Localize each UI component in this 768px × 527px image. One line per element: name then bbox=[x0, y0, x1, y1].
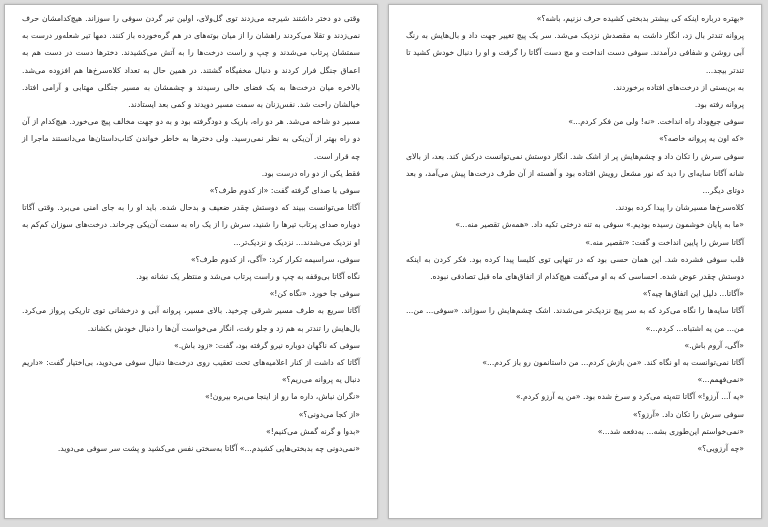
paragraph: قلب سوفی فشرده شد. این همان حسی بود که در تنهایی توی کلیسا پیدا کرده بود. فکر کردن به اینکه دوستش چقدر عوض شده. احساسی که به او می‌گفت هیچ‌کدام از اتفاق‌های ماه قبل تصادفی نبوده. bbox=[406, 254, 744, 282]
paragraph: «بدوا و گرنه گمش می‌کنیم!» bbox=[265, 426, 360, 436]
paragraph: «از کجا می‌دونی؟» bbox=[298, 409, 360, 419]
paragraph: «آگی، آروم باش.» bbox=[684, 340, 744, 350]
paragraph: سوفی، سراسیمه تکرار کرد: «آگی، از کدوم طرف؟» bbox=[190, 254, 360, 264]
paragraph: سوفی سرش را تکان داد و چشم‌هایش پر از اشک شد. انگار دوستش نمی‌توانست درکش کند. بعد، از بالای شانه آگاتا سایه‌ای را دید که نور مشعل رویش افتاده بود و آهسته از آن طرف درخت‌ها پیش می‌آمد، و بعد دوتای دیگر... bbox=[406, 151, 744, 196]
paragraph: پروانه تندتر بال زد، انگار داشت به مقصدش نزدیک می‌شد. سر یک پیچ تغییر جهت داد و بال‌هایش به رنگ آبی روشن و شفافی درآمدند. سوفی دست انداخت و مچ دست آگاتا را گرفت و او را دنبال خودش کشید تا تندتر بیجد... bbox=[406, 31, 744, 75]
paragraph: آگاتا سریع به طرف مسیر شرقی چرخید. بالای مسیر، پروانه آبی و درخشانی توی تاریکی پرواز می‌کرد. بال‌هایش را تندتر به هم زد و جلو رفت، انگار می‌خواست آن‌ها را دنبال خودش بکشاند. bbox=[22, 306, 360, 333]
paragraph: نگاه آگاتا بی‌وقفه به چپ و راست پرتاب می‌شد و منتظر یک نشانه بود. bbox=[136, 272, 360, 282]
paragraph: سوفی جیغ‌وداد راه انداخت. «نه! ولی من فکر کردم...» bbox=[568, 117, 744, 127]
paragraph: فقط یکی از دو راه درست بود. bbox=[261, 168, 360, 178]
paragraph: سوفی سرش را تکان داد. «آرزو؟» bbox=[632, 409, 744, 419]
paragraph: کلاه‌سرخ‌ها مسیرشان را پیدا کرده بودند. bbox=[615, 203, 744, 213]
paragraph: «که اون یه پروانه خاصه؟» bbox=[658, 134, 744, 144]
paragraph: آگاتا که داشت از کنار اعلامیه‌های تحت تعقیب روی درخت‌ها دنبال سوفی می‌دوید، بی‌اختیار گفت: «داریم دنبال یه پروانه می‌ریم؟» bbox=[22, 358, 360, 385]
paragraph: پروانه رفته بود. bbox=[694, 100, 744, 110]
paragraph: سوفی با صدای گرفته گفت: «از کدوم طرف؟» bbox=[209, 186, 360, 196]
paragraph: سوفی که ناگهان دوباره نیرو گرفته بود، گفت: «زود باش.» bbox=[174, 340, 360, 350]
paragraph: «نگران نباش، داره ما رو از اینجا می‌بره بیرون!» bbox=[204, 392, 360, 402]
paragraph: مسیر دو شاخه می‌شد. هر دو راه، باریک و دودگرفته بود و به دو جهت مخالف پیچ می‌خورد. هیچ‌کدام از آن دو راه بهتر از آن‌یکی به نظر نمی‌رسید. ولی دخترها به خاطر خواندن کتاب‌داستان‌ها می‌دانستند ماجرا از چه قرار است. bbox=[22, 117, 360, 161]
paragraph: «یه آ... آرزو!» آگاتا تته‌پته می‌کرد و سرخ شده بود. «من یه آرزو کردم.» bbox=[515, 392, 744, 402]
paragraph: «نمی‌دونی چه بدبختی‌هایی کشیدم...» آگاتا به‌سختی نفس می‌کشید و پشت سر سوفی می‌دوید. bbox=[57, 444, 360, 454]
paragraph: «آگاتا... دلیل این اتفاق‌ها چیه؟» bbox=[642, 289, 744, 299]
paragraph: آگاتا سایه‌ها را نگاه می‌کرد که به سر پیچ نزدیک‌تر می‌شدند. اشک چشم‌هایش را سوزاند. «سوفی... من... من... من یه اشتباه... کردم...» bbox=[406, 306, 744, 333]
paragraph: «ما به پایان خوشمون رسیده بودیم.» سوفی به تنه درختی تکیه داد. «همه‌ش تقصیر منه...» bbox=[455, 220, 744, 230]
paragraph: به بن‌بستی از درخت‌های افتاده برخوردند. bbox=[613, 82, 744, 92]
book-page-left bbox=[4, 4, 378, 519]
book-page-right bbox=[388, 4, 762, 519]
paragraph: «چه آرزویی؟» bbox=[697, 444, 744, 454]
paragraph: آگاتا سرش را پایین انداخت و گفت: «تقصیر منه.» bbox=[585, 237, 744, 247]
paragraph: «نمی‌فهمم...» bbox=[697, 375, 744, 385]
paragraph: «بهتره درباره اینکه کی بیشتر بدبختی کشیده حرف نزنیم، باشه؟» bbox=[536, 14, 744, 23]
paragraph: «نمی‌خواستم این‌طوری بشه... به‌دفعه شد...» bbox=[597, 426, 744, 436]
paragraph: وقتی دو دختر داشتند شیرجه می‌زدند توی گل‌ولای، اولین تیر گردن سوفی را سوزاند. هیچ‌کدامشان حرف نمی‌زدند و تقلا می‌کردند راهشان را از میان بوته‌های در هم گره‌خورده باز کنند. دمها تیر شعله‌ور درست به سمتشان پرتاب می‌شدند و چپ و راست درخت‌ها را به آتش می‌کشیدند. دخترها دست در دست هم به اعماق جنگل فرار کردند و دنبال مخفیگاه گشتند. در همین حال به تعداد کلاه‌سرخ‌ها هم افزوده می‌شد. بالاخره میان درخت‌ها به یک فضای خالی رسیدند و چشمشان به مسیر جنگلی مهتابی و آرامی افتاد. خیالشان راحت شد. نفس‌زنان به سمت مسیر دویدند و کمی بعد ایستادند. bbox=[22, 14, 360, 110]
paragraph: آگاتا می‌توانست ببیند که دوستش چقدر ضعیف و بدحال شده. باید او را به جای امنی می‌برد. وقتی آگاتا دوباره صدای پرتاب تیرها را شنید، سرش را از یک راه به سمت آن‌یکی چرخاند. درخت‌های سوزان کم‌کم به او نزدیک می‌شدند... نزدیک و نزدیک‌تر... bbox=[22, 203, 360, 247]
paragraph: سوفی جا خورد. «نگاه کن!» bbox=[269, 289, 360, 299]
paragraph: آگاتا نمی‌توانست به او نگاه کند. «من بازش کردم... من داستانمون رو باز کردم...» bbox=[482, 358, 744, 368]
